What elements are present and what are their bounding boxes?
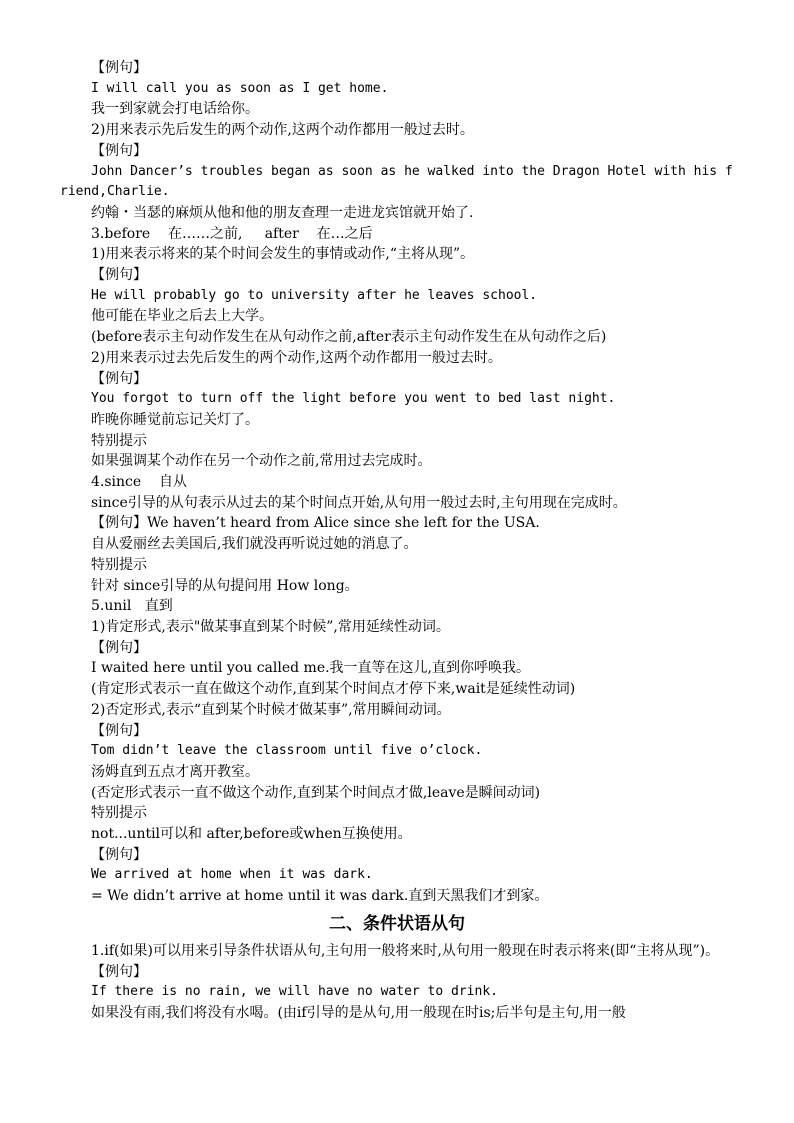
usage-note: 2)用来表示先后发生的两个动作,这两个动作都用一般过去时。: [91, 122, 474, 139]
example-sentence-en: 【例句】We haven’t heard from Alice since she left for the USA.: [91, 515, 540, 532]
special-tip-label: 特别提示: [91, 805, 147, 822]
usage-note: (肯定形式表示一直在做这个动作,直到某个时间点才停下来,wait是延续性动词): [91, 681, 576, 698]
example-translation: 昨晚你睡觉前忘记关灯了。: [91, 411, 259, 428]
example-label: 【例句】: [91, 963, 147, 980]
example-label: 【例句】: [91, 267, 147, 284]
example-sentence-en: If there is no rain, we will have no water to drink.: [91, 984, 498, 1000]
subheading-since: 4.since 自从: [91, 474, 187, 491]
example-label: 【例句】: [91, 846, 147, 863]
example-translation: 约翰・当瑟的麻烦从他和他的朋友查理一走进龙宾馆就开始了.: [91, 204, 474, 221]
usage-note: 1)肯定形式,表示"做某事直到某个时候”,常用延续性动词。: [91, 618, 450, 635]
example-translation: 自从爱丽丝去美国后,我们就没再听说过她的消息了。: [91, 536, 418, 553]
usage-note: 1)用来表示将来的某个时间会发生的事情或动作,“主将从现”。: [91, 246, 475, 263]
usage-note: (否定形式表示一直不做这个动作,直到某个时间点才做,leave是瞬间动词): [91, 784, 541, 801]
usage-note: 2)否定形式,表示“直到某个时候才做某事”,常用瞬间动词。: [91, 701, 451, 718]
example-translation: 他可能在毕业之后去上大学。: [91, 308, 273, 325]
example-translation: 如果没有雨,我们将没有水喝。(由if引导的是从句,用一般现在时is;后半句是主句,用一般: [91, 1004, 626, 1021]
usage-note: since引导的从句表示从过去的某个时间点开始,从句用一般过去时,主句用现在完成时。: [91, 494, 627, 511]
special-tip-label: 特别提示: [91, 432, 147, 449]
subheading-until: 5.unil 直到: [91, 598, 173, 615]
special-tip-text: not...until可以和 after,before或when互换使用。: [91, 826, 412, 843]
example-label: 【例句】: [91, 60, 147, 76]
subheading-before-after: 3.before 在……之前, after 在…之后: [91, 225, 373, 242]
example-translation: 我一到家就会打电话给你。: [91, 101, 259, 118]
example-label: 【例句】: [91, 722, 147, 739]
example-translation: 汤姆直到五点才离开教室。: [91, 763, 259, 780]
section-title: 二、条件状语从句: [329, 913, 465, 934]
example-label: 【例句】: [91, 370, 147, 387]
special-tip-text: 针对 since引导的从句提问用 How long。: [91, 577, 359, 594]
example-sentence-en: Tom didn’t leave the classroom until five o’clock.: [91, 743, 483, 759]
usage-note: (before表示主句动作发生在从句动作之前,after表示主句动作发生在从句动作之后): [91, 329, 607, 346]
example-sentence-en: We arrived at home when it was dark.: [91, 867, 373, 883]
special-tip-label: 特别提示: [91, 556, 147, 573]
usage-note: 1.if(如果)可以用来引导条件状语从句,主句用一般将来时,从句用一般现在时表示将来(即“主将从现”)。: [91, 942, 720, 959]
example-sentence-en: He will probably go to university after he leaves school.: [91, 287, 538, 303]
special-tip-text: 如果强调某个动作在另一个动作之前,常用过去完成时。: [91, 453, 432, 470]
example-sentence-en: You forgot to turn off the light before you went to bed last night.: [91, 391, 616, 407]
example-label: 【例句】: [91, 639, 147, 656]
example-sentence-en: John Dancer’s troubles began as soon as he walked into the Dragon Hotel with his friend,Charlie.: [60, 163, 733, 200]
example-sentence-en: I will call you as soon as I get home.: [91, 80, 389, 96]
document-page: [60, 58, 734, 1024]
example-sentence-en: = We didn’t arrive at home until it was dark.直到天黑我们才到家。: [91, 888, 549, 905]
example-label: 【例句】: [91, 142, 147, 159]
usage-note: 2)用来表示过去先后发生的两个动作,这两个动作都用一般过去时。: [91, 349, 502, 366]
example-sentence-en: I waited here until you called me.我一直等在这儿,直到你呼唤我。: [91, 660, 531, 677]
